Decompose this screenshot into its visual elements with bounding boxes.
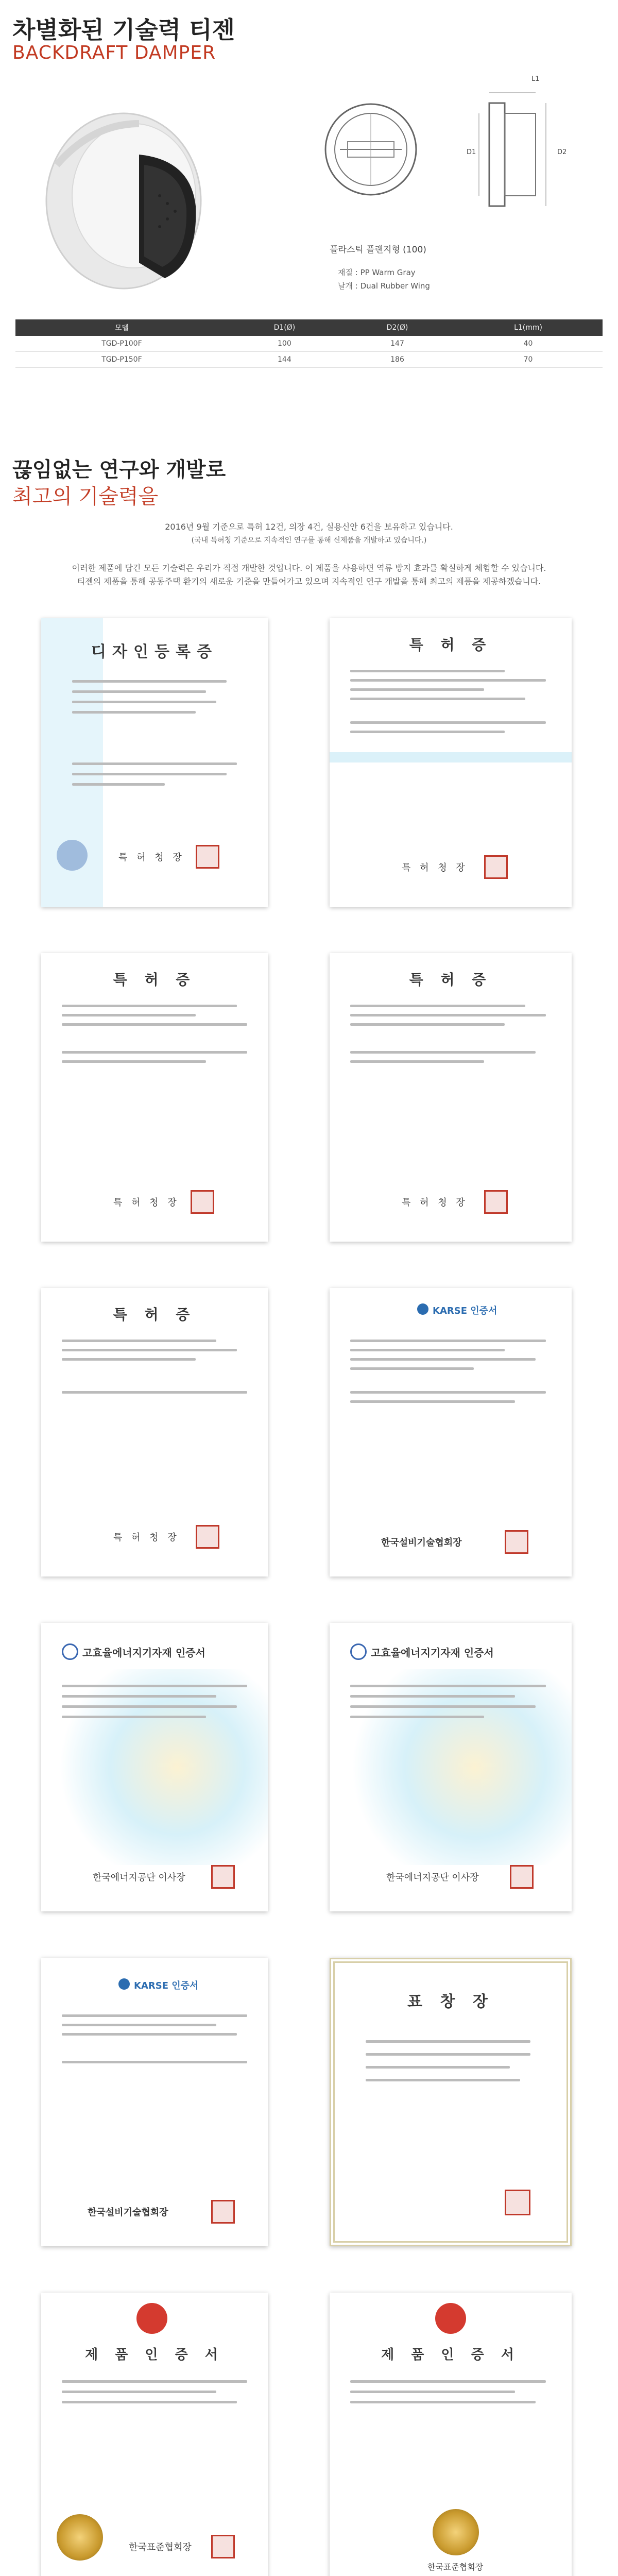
table-header-row bbox=[15, 319, 603, 336]
energy-certificate-2 bbox=[330, 1623, 572, 1911]
issuer-name: 특 허 청 장 bbox=[402, 1197, 468, 1208]
table-cell: TGD-P150F bbox=[15, 352, 228, 368]
column-header: D1(Ø) bbox=[228, 319, 341, 336]
doc-title: 제 품 인 증 서 bbox=[85, 2347, 224, 2363]
doc-title: KARSE 인증서 bbox=[433, 1306, 497, 1316]
patent-certificate-3 bbox=[330, 953, 572, 1242]
dim-d2-label: D2 bbox=[557, 148, 567, 156]
issuer-name: 한국에너지공단 이사장 bbox=[386, 1872, 479, 1883]
intro-paragraph-3: 티젠의 제품을 통해 공동주택 환기의 새로운 기준을 만들어가고 있으며 지속적인 연구 개발을 통해 최고의 제품을 제공하겠습니다. bbox=[77, 577, 541, 586]
doc-title: 특 허 증 bbox=[409, 971, 492, 988]
table-cell: 186 bbox=[341, 352, 454, 368]
column-header: L1(mm) bbox=[454, 319, 603, 336]
doc-title: 디자인등록증 bbox=[91, 643, 218, 661]
product-certificate-1 bbox=[41, 2293, 268, 2576]
issuer-name: 특 허 청 장 bbox=[402, 862, 468, 873]
spec-table bbox=[15, 319, 603, 368]
table-row bbox=[15, 336, 603, 352]
intro-note: (국내 특허청 기준으로 지속적인 연구를 통해 신제품을 개발하고 있습니다.) bbox=[191, 536, 427, 545]
doc-title: 고효율에너지기자재 인증서 bbox=[82, 1647, 205, 1659]
table-cell: TGD-P100F bbox=[15, 336, 228, 352]
section-title: 끊임없는 연구와 개발로 bbox=[12, 458, 226, 482]
table-cell: 144 bbox=[228, 352, 341, 368]
patent-certificate-4 bbox=[41, 1288, 268, 1577]
front-view-drawing bbox=[319, 98, 422, 201]
dim-d1-label: D1 bbox=[467, 148, 476, 156]
spec-wing: 날개 : Dual Rubber Wing bbox=[338, 281, 430, 291]
damper-product-image bbox=[21, 93, 237, 299]
page-subtitle: BACKDRAFT DAMPER bbox=[12, 42, 216, 63]
karse-certificate-2 bbox=[41, 1958, 268, 2246]
issuer-name: 한국설비기술협회장 bbox=[88, 2207, 168, 2218]
material-label: 플라스틱 플랜지형 (100) bbox=[330, 245, 426, 255]
issuer-name: 한국설비기술협회장 bbox=[381, 1537, 462, 1548]
spec-material: 재질 : PP Warm Gray bbox=[338, 268, 416, 277]
table-cell: 147 bbox=[341, 336, 454, 352]
doc-title: KARSE 인증서 bbox=[134, 1980, 199, 1991]
doc-title: 특 허 증 bbox=[409, 636, 492, 653]
intro-paragraph: 2016년 9월 기준으로 특허 12건, 의장 4건, 실용신안 6건을 보유하고 있습니다. bbox=[165, 522, 453, 532]
karse-certificate bbox=[330, 1288, 572, 1577]
patent-certificate-1 bbox=[330, 618, 572, 907]
design-registration-certificate bbox=[41, 618, 268, 907]
doc-title: 특 허 증 bbox=[113, 971, 196, 988]
intro-paragraph-2: 이러한 제품에 담긴 모든 기술력은 우리가 직접 개발한 것입니다. 이 제품을 사용하면 역류 방지 효과를 확실하게 체험할 수 있습니다. bbox=[72, 563, 546, 573]
issuer-name: 특 허 청 장 bbox=[118, 852, 185, 863]
column-header: 모델 bbox=[15, 319, 228, 336]
issuer-name: 한국에너지공단 이사장 bbox=[93, 1872, 185, 1883]
issuer-name: 한국표준협회장 bbox=[129, 2542, 192, 2553]
column-header: D2(Ø) bbox=[341, 319, 454, 336]
table-cell: 40 bbox=[454, 336, 603, 352]
patent-certificate-2 bbox=[41, 953, 268, 1242]
dim-l1-label: L1 bbox=[531, 75, 540, 83]
product-certificate-2 bbox=[330, 2293, 572, 2576]
citation-certificate-1 bbox=[330, 1958, 572, 2246]
table-row bbox=[15, 352, 603, 368]
doc-title: 표 창 장 bbox=[407, 1993, 494, 2011]
issuer-name: 특 허 청 장 bbox=[113, 1532, 180, 1543]
issuer-name: 특 허 청 장 bbox=[113, 1197, 180, 1208]
energy-certificate-1 bbox=[41, 1623, 268, 1911]
table-cell: 100 bbox=[228, 336, 341, 352]
issuer-name: 한국표준협회장 bbox=[427, 2562, 484, 2572]
doc-title: 제 품 인 증 서 bbox=[381, 2347, 520, 2363]
table-cell: 70 bbox=[454, 352, 603, 368]
page-title: 차별화된 기술력 티젠 bbox=[12, 16, 235, 44]
section-subtitle: 최고의 기술력을 bbox=[12, 485, 159, 509]
doc-title: 특 허 증 bbox=[113, 1306, 196, 1323]
doc-title: 고효율에너지기자재 인증서 bbox=[371, 1647, 494, 1659]
